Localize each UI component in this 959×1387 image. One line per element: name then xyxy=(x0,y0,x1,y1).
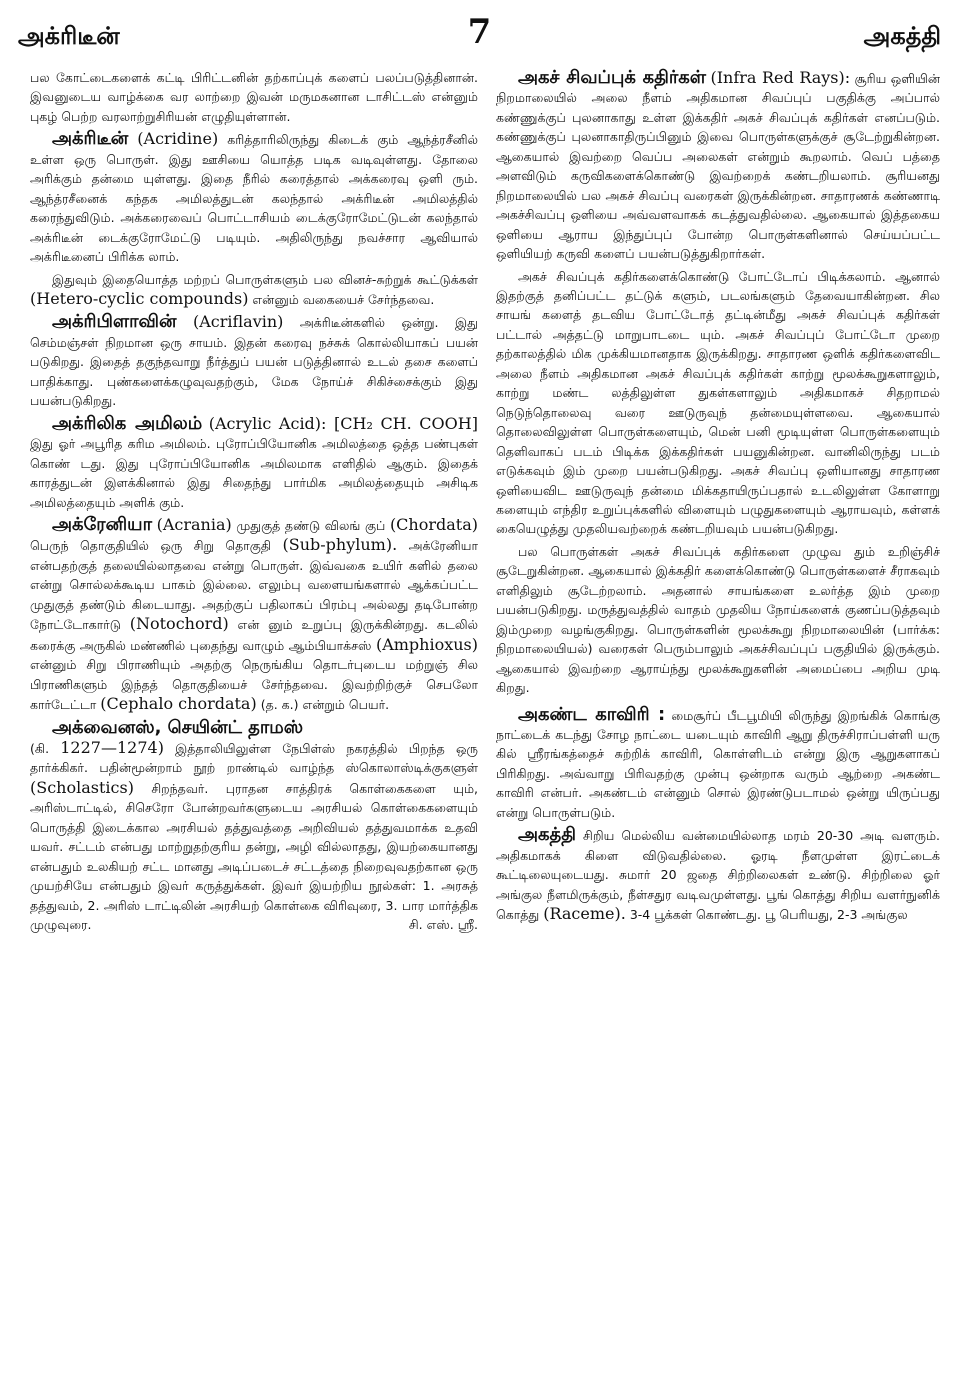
entry-text: பல பொருள்கள் அகச் சிவப்புக் கதிர்களை முழுவ தும் உறிஞ்சிச் சூடேறுகின்றன. ஆகையால் இக்கதிர் களைக்கொண்டு பொருள்களைச் சீராகவும் எளிதிலும் சூடேற்றலாம். அதனால் சாயங்களை உலர்த்த இம் முறை பயன்படுகிறது. மருத்துவத்தில் வாதம் முதலிய நோய்களைக் குணப்படுத்தவும் இம்முறை வழங்குகிறது. பொருள்களின் மூலக்கூறு நிறமாலையின் xyxy=(496,543,940,637)
entry-heading: அக்வைனஸ், செயின்ட் தாமஸ் xyxy=(52,716,304,738)
entry-text: அக்ரேனியா என்பதற்குத் தலையில்லாதவை என்று பொருள். இவ்வகை உயிர் களில் தலை என்று சொல்லக்கூடிய பாகம் இல்லை. எலும்பு வளையங்களால் ஆக்கப்பட்ட முதுகுத் தண்டும் கிடையாது. அதற்குப் பதிலாகப் பிரம்பு அல்லது தடிபோன்ற நோட்டோகார்டு xyxy=(30,538,478,633)
continued-paragraph: பல கோட்டைகளைக் கட்டி பிரிட்டனின் தற்காப்புக் களைப் பலப்படுத்தினான். இவனுடைய வாழ்க்கை வர லாற்றை இவன் மருமகனான டாசிட்டஸ் என்னும் புகழ் பெற்ற வரலாற்றுசிரியன் எழுதியுள்ளான். xyxy=(30,70,478,124)
entry-text: இது ஓர் அபூரித கரிம அமிலம். புரோப்பியோனிக அமிலத்தை ஒத்த பண்புகள் கொண் டது. இது புரோப்பியோனிக அமிலமாக எளிதில் ஆகும். இதைக் காரத்துடன் இளக்கினால் இது சிதைந்து பார்மிக அமிலத்தையும் அசிடிக அமிலத்தையும் அளிக் கும். xyxy=(30,436,478,510)
entry-english-term: (Acriflavin) xyxy=(192,312,284,332)
entry-text: மைசூர்ப் பீடபூமியி லிருந்து இறங்கிக் கொங்கு நாட்டைக் கடந்து சோழ நாட்டை யடையும் காவிரி ஆறு திருச்சிராப்பள்ளி யரு கில் ஸ்ரீரங்கத்தைச் சுற்றிக் காவிரி, கொள்ளிடம் என்று இரு ஆறுகளாகப் பிரிகிறது. அவ்வாறு பிரிவதற்கு முன்பு ஒன்றாக வரும் ஆற்றை அகண்ட காவிரி என்பர். அகண்டம் என்னும் சொல் இரண்டுபடாமல் ஒன்று யிருப்பது என்று பொருள்படும். xyxy=(496,707,940,820)
entry-text: பெருந் தொகுதியில் ஒரு சிறு தொகுதி xyxy=(30,538,272,554)
entry-infrared-rays xyxy=(496,68,940,264)
entry-heading: அகண்ட காவிரி : xyxy=(518,703,666,725)
entry-acridine-para2 xyxy=(30,270,478,310)
entry-english-term: (Acridine) xyxy=(137,129,219,149)
entry-heading: அக்ரிபிளாவின் xyxy=(52,311,177,333)
entry-text: கரித்தாரிலிருந்து கிடைக் கும் ஆந்த்ரசீனில் உள்ள ஒரு பொருள். இது ஊசியை யொத்த படிக வடிவுள்ளது. தோலை அரிக்கும் தன்மை யுள்ளது. இதை நீரில் கரைத்தால் அக்கரைவு ஒளி ரும். ஆந்த்ரசீனைக் கந்தக அமிலத்துடன் கலந்தால் அக்ரிடீன் அமிலத்தில் கரைந்துவிடும். அக்கரைவைப் பொட்டாசியம் டைக்குரோமேட்டுடன் கலந்தால் அக்ரிடீன் டைக்குரோமேட்டு படியும். அதிலிருந்து நவச்சார ஆவியால் அக்ரிடீனைப் பிரிக்க லாம். xyxy=(30,132,478,265)
entry-english-term: (Hetero-cyclic compounds) xyxy=(30,288,249,308)
entry-acriflavin xyxy=(30,312,478,410)
entry-text: இதுவும் இதையொத்த மற்றப் பொருள்களும் பல வினச்-சுற்றுக் கூட்டுக்கள் xyxy=(52,271,478,287)
entry-heading: அகச் சிவப்புக் கதிர்கள் xyxy=(518,67,707,88)
entry-text: என் னும் உறுப்பு இருக்கின்றது. கடலில் கரைக்கு அருகில் மண்ணில் புதைந்து வாழும் ஆம்பியாக்சஸ் xyxy=(30,617,478,653)
entry-english-term: (Amphioxus) xyxy=(375,634,478,654)
entry-text: இத்தாலியிலுள்ள நேபிள்ஸ் நகரத்தில் பிறந்த ஒரு தார்க்கிகர். பதின்மூன்றாம் நூற் றாண்டில் வாழ்ந்த ஸ்கொலாஸ்டிக்குகளுள் xyxy=(30,740,479,776)
entry-text: (கி. xyxy=(30,740,50,756)
page-number: 7 xyxy=(467,12,492,52)
entry-acridine xyxy=(30,129,478,266)
entry-text: (பார்க்க: நிறமாலையியல்) வரைகள் பெரும்பாலும் அகச்சிவப்புப் பகுதியில் இருக்கும். ஆகையால் இவற்றை ஆராய்ந்து மூலக்கூறுகளின் அமைப்பை அறிய முடி கிறது. xyxy=(496,621,940,696)
page-header xyxy=(18,8,941,64)
entry-heading: அகத்தி xyxy=(518,824,576,846)
left-column xyxy=(30,68,478,937)
entry-text: சூரிய ஒளியின் நிறமாலையில் அலை நீளம் அதிகமான சிவப்புப் பகுதிக்கு அப்பால் கண்ணுக்குப் புலனாகாது உள்ள இக்கதிர் அகச் சிவப்புக் கதிர்கள் எனப்படும். கண்ணுக்குப் புலனாகாதிருப்பினும் இவை பொருள்களுக்குச் சூடேற்றுகின்றன. ஆகையால் இவற்றை வெப்ப அலைகள் என்றும் கூறலாம். வெப் பத்தை அளவிடும் கருவிகளைக்கொண்டு இவற்றைக் கண்டறியலாம். சூரியனது நிறமாலையில் பல அகச் சிவப்பு வரைகள் இருக்கின்றன. சாதாரணக் கண்ணாடி அகச்சிவப்பு ஒளியை அவ்வளவாகக் கடத்துவதில்லை. ஆகையால் இத்தகைய ஒளியை ஆராய இந்துப்புப் போன்ற பொருள்களினால் செய்யப்பட்ட ஒளியியற் கருவி களைப் பயன்படுத்துகிறார்கள். xyxy=(496,71,940,262)
entry-infrared-para2: அகச் சிவப்புக் கதிர்களைக்கொண்டு போட்டோப் பிடிக்கலாம். ஆனால் இதற்குத் தனிப்பட்ட தட்டுக் களும், படலங்களும் தேவையாகின்றன. சில சாயங் களைத் தடவிய போட்டோத் தட்டின்மீது அகச் சிவப்புக் கதிர்கள் பட்டால் அத்தட்டு மாறுபாடடை யும். அகச் சிவப்புப் போட்டோ முறை தற்காலத்தில் மிக முக்கியமானதாக இருக்கிறது. சாதாரண ஒளிக் கதிர்களைவிட அலை நீளம் அதிகமான அகச் சிவப்புக் கதிர்கள் காற்று மூலக்கூறுகளாலும், காற்று மண்ட லத்திலுள்ள துகள்களாலும் அதிகமாகச் சிதறாமல் நெடுந்தொலைவு வரை ஊடுருவுந் தன்மையுள்ளவை. ஆகையால் தொலைவிலுள்ள பொருள்களையும், மென் பனி மூடியுள்ள பொருள்களையும் தெளிவாகப் படம் பிடிக்க இக்கதிர்கள் பயனுகின்றன. வானிலிருந்து படம் எடுக்கவும் இம் முறை பயன்படுகிறது. அகச் சிவப்பு ஒளியானது சாதாரண ஒளியைவிட ஊடுருவுந் தன்மை மிக்கதாயிருப்பதால் உடலிலுள்ள கோளாறு களையும் எந்திர உறுப்புக்களில் விளையும் பழுதுகளையும் ஆராயவும், கள்ளக் கையெழுத்து முதலியவற்றைக் கண்டறியவும் பயன்படுகிறது. xyxy=(496,268,940,537)
entry-text: என்னும் வகையைச் சேர்ந்தவை. xyxy=(252,291,435,307)
entry-english-term: (Notochord) xyxy=(129,614,229,634)
entry-text: 3-4 பூக்கள் கொண்டது. பூ பெரியது, 2-3 அங்குல xyxy=(629,907,908,923)
entry-akanda-kaveri xyxy=(496,705,940,823)
entry-dates: 1227—1274) xyxy=(60,737,164,757)
entry-english-term: (Sub-phylum). xyxy=(282,535,398,555)
running-head-left: அக்ரிடீன் xyxy=(18,22,120,50)
author-signature: சி. எஸ். ஸ்ரீ. xyxy=(408,917,478,933)
entry-acrylic-acid xyxy=(30,414,478,512)
entry-text: சிறந்தவர். புராதன சாத்திரக் கொள்கைகளை யும், அரிஸ்டாட்டில், சிசெரோ போன்றவர்களுடைய அரசியல் கொள்கைகளையும் பொருத்தி இடைக்கால அரசியல் தத்துவத்தை அறிவியல் தத்துவமாக்க உதவி யவர். சட்டம் என்பது மாற்றுதற்குரிய தன்று, அழி வில்லாதது, இயற்கையானது என்பதும் உலகியற் சட்ட மானது அடிப்படைச் சட்டத்தை நிறைவுவதற்கான ஒரு முயற்சியே என்பதும் இவர் கருத்துக்கள். இவர் இயற்றிய நூல்கள்: 1. அரசுத் தத்துவம், 2. அரிஸ் டாட்டிலின் அரசியற் கொள்கை விரிவுரை, 3. பார மார்த்திக முழுவுரை. xyxy=(30,780,478,933)
entry-acrania xyxy=(30,515,478,715)
entry-aquinas xyxy=(30,718,478,935)
entry-text: சிறிய மெல்லிய வன்மையில்லாத மரம் xyxy=(583,828,810,844)
entry-english-term: (Scholastics) xyxy=(30,777,134,797)
running-head-right: அகத்தி xyxy=(863,22,941,50)
entry-text: என்னும் சிறு பிராணியும் அதற்கு நெருங்கிய தொடர்புடைய மற்றுஞ் சில பிராணிகளும் இந்தத் தொகுதியைச் சேர்ந்தவை. இவற்றிற்குச் செபலோ கார்டேட்டா xyxy=(30,657,478,713)
entry-heading: அக்ரிலிக அமிலம் xyxy=(52,412,203,434)
right-column xyxy=(496,68,940,927)
entry-agathi xyxy=(496,825,940,924)
entry-english-term: (Chordata) xyxy=(389,514,478,534)
entry-text: முதுகுத் தண்டு விலங் குப் xyxy=(236,517,386,533)
entry-english-term: (Acrylic Acid): [CH₂ CH. COOH] xyxy=(208,413,478,433)
entry-heading: அக்ரேனியா xyxy=(52,513,152,535)
entry-english-term: (Cephalo chordata) xyxy=(100,694,257,714)
entry-text: 20-30 அடி வளரும். அதிகமாகக் கிளை விடுவதில்லை. ஓரடி நீளமுள்ள இரட்டைக் கூட்டிலையுடையது. சுமார் 20 ஜதை சிற்றிலைகள் உண்டு. சிற்றிலை ஓர் அங்குல நீளமிருக்கும், நீள்சதுர வடிவமுள்ளது. பூங் கொத்து சிறிய வளர்நுனிக் கொத்து xyxy=(496,828,940,923)
entry-english-term: (Infra Red Rays): xyxy=(710,68,851,87)
entry-english-term: (Raceme). xyxy=(543,904,626,924)
entry-text: அக்ரிடீன்களில் ஒன்று. இது செம்மஞ்சள் நிறமான ஒரு சாயம். இதன் கரைவு நச்சுக் கொல்லியாகப் பயன் படுகிறது. இதைத் தகுந்தவாறு நீர்த்துப் பயன் படுத்தினால் உடல் தசை களைப் பாதிக்காது. புண்களைக்கழுவுவதற்கும், மேக நோய்ச் சிகிச்சைக்கும் இது பயன்படுகிறது. xyxy=(30,315,478,409)
entry-infrared-para3 xyxy=(496,542,940,698)
entry-heading: அக்ரிடீன் xyxy=(52,128,129,150)
entry-text: (த. க.) என்றும் பெயர். xyxy=(260,697,390,713)
entry-english-term: (Acrania) xyxy=(156,514,232,534)
